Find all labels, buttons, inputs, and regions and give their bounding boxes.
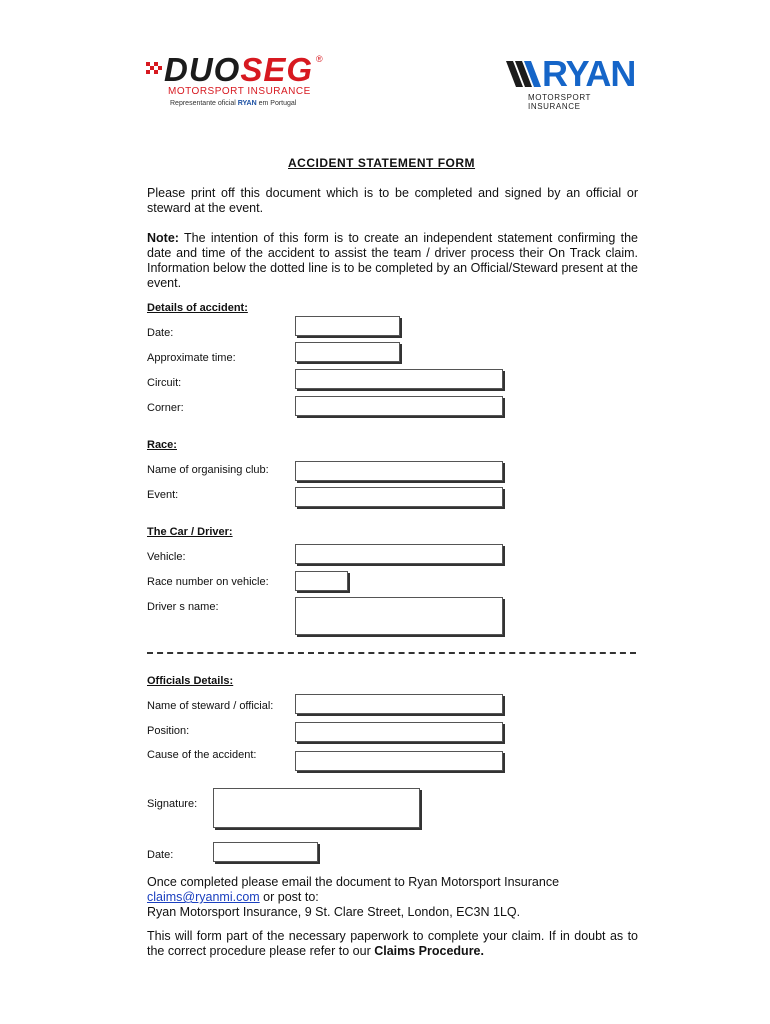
section-race-heading: Race: [147, 439, 177, 451]
position-field[interactable] [295, 722, 503, 742]
official-date-label: Date: [147, 849, 174, 861]
event-label: Event: [147, 489, 179, 501]
signature-field[interactable] [213, 788, 420, 828]
corner-label: Corner: [147, 402, 184, 414]
ryan-wordmark: RYAN [542, 53, 636, 94]
circuit-field[interactable] [295, 369, 503, 389]
footer-instructions [147, 875, 638, 920]
ryan-logo [506, 53, 646, 111]
organising-club-label: Name of organising club: [147, 464, 269, 476]
footer-closing [147, 929, 638, 959]
organising-club-field[interactable] [295, 461, 503, 481]
closing-text: This will form part of the necessary paperwork to complete your claim. If in doubt as to the correct procedure please refer to our [147, 929, 638, 958]
position-label: Position: [147, 725, 190, 737]
driver-name-field[interactable] [295, 597, 503, 635]
footer-line2: or post to: [259, 890, 319, 904]
form-title: ACCIDENT STATEMENT FORM [288, 156, 476, 170]
section-car-heading: The Car / Driver: [147, 526, 233, 538]
vehicle-label: Vehicle: [147, 551, 186, 563]
approximate-time-field[interactable] [295, 342, 400, 362]
duoseg-wordmark: DUOSEG [164, 51, 314, 88]
intro-paragraph: Please print off this document which is to be completed and signed by an official or steward at the event. [147, 186, 638, 215]
steward-name-field[interactable] [295, 694, 503, 714]
signature-label: Signature: [147, 798, 198, 810]
official-date-field[interactable] [213, 842, 318, 862]
note-paragraph [147, 231, 638, 291]
approximate-time-label: Approximate time: [147, 352, 236, 364]
ryan-stripes-icon [506, 59, 546, 89]
claims-email-link[interactable]: claims@ryanmi.com [147, 890, 260, 904]
section-officials-heading: Officials Details: [147, 675, 234, 687]
chequered-flag-icon [146, 62, 162, 76]
section-accident-heading: Details of accident: [147, 302, 248, 314]
claims-procedure-text: Claims Procedure. [374, 944, 484, 958]
cause-field[interactable] [295, 751, 503, 771]
dotted-divider [147, 652, 636, 654]
race-number-field[interactable] [295, 571, 348, 591]
ryan-subtitle: MOTORSPORT INSURANCE [528, 93, 591, 111]
steward-name-label: Name of steward / official: [147, 700, 274, 712]
event-field[interactable] [295, 487, 503, 507]
registered-mark: ® [316, 54, 323, 64]
corner-field[interactable] [295, 396, 503, 416]
duoseg-logo [146, 52, 331, 110]
footer-address: Ryan Motorsport Insurance, 9 St. Clare Street, London, EC3N 1LQ. [147, 905, 521, 919]
footer-line1: Once completed please email the document to Ryan Motorsport Insurance [147, 875, 560, 889]
vehicle-field[interactable] [295, 544, 503, 564]
accident-date-field[interactable] [295, 316, 400, 336]
duoseg-representative: Representante oficial RYAN em Portugal [170, 100, 297, 107]
note-label: Note: [147, 231, 179, 245]
date-label: Date: [147, 327, 174, 339]
driver-name-label: Driver s name: [147, 601, 219, 613]
duoseg-subtitle: MOTORSPORT INSURANCE [168, 86, 311, 97]
note-text: The intention of this form is to create an independent statement confirming the date and time of the accident to assist the team / driver process their On Track claim. Information below the dotted line is to be completed by an Official/Steward present at the event. [147, 231, 638, 290]
circuit-label: Circuit: [147, 377, 182, 389]
cause-label: Cause of the accident: [147, 749, 257, 761]
race-number-label: Race number on vehicle: [147, 576, 269, 588]
